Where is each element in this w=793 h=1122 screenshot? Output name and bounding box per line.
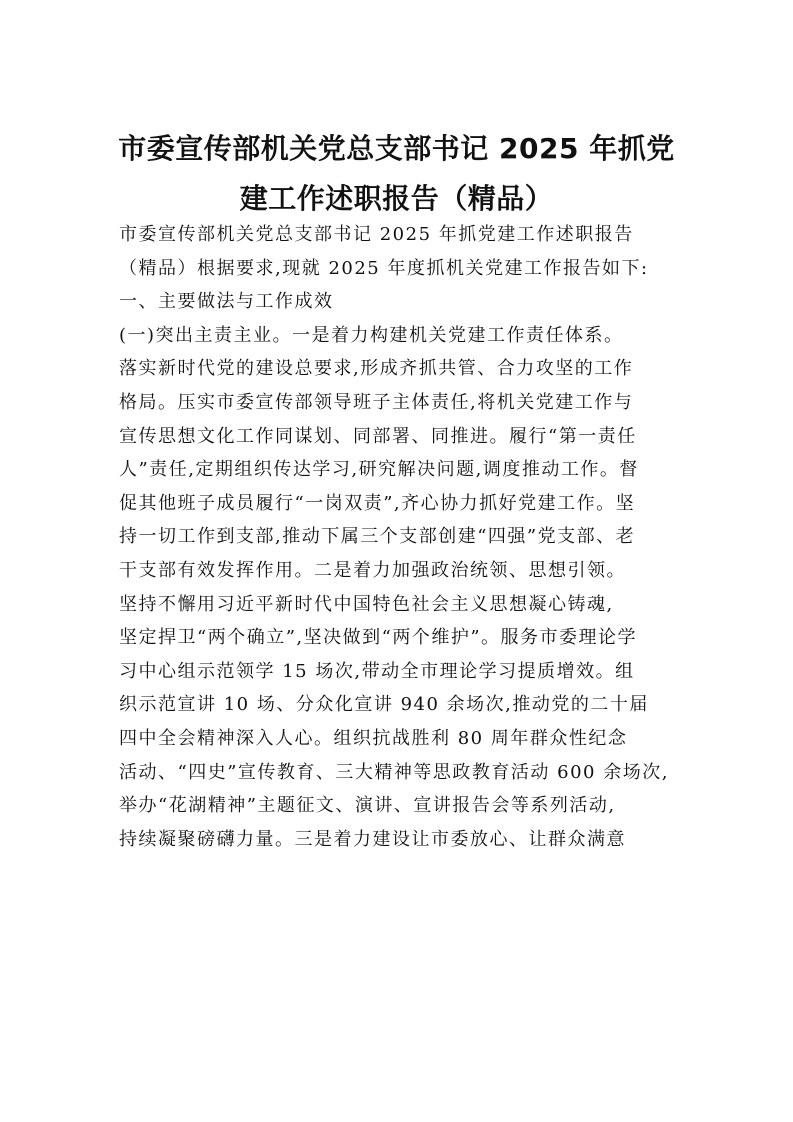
body-line-1: 市委宣传部机关党总支部书记 2025 年抓党建工作述职报告 (119, 224, 634, 245)
body-line-16: 四中全会精神深入人心。组织抗战胜利 80 周年群众性纪念 (119, 727, 628, 749)
document-title (90, 124, 703, 224)
body-line-2: （精品）根据要求,现就 2025 年度抓机关党建工作报告如下: (119, 257, 649, 279)
body-paragraph (119, 218, 675, 856)
body-line-4: (一)突出主责主业。一是着力构建机关党建工作责任体系。 (119, 324, 624, 346)
body-line-5: 落实新时代党的建设总要求,形成齐抓共管、合力攻坚的工作 (119, 358, 634, 380)
body-line-19: 持续凝聚磅礴力量。三是着力建设让市委放心、让群众满意 (119, 828, 626, 850)
body-line-7: 宣传思想文化工作同谋划、同部署、同推进。履行“第一责任 (119, 425, 637, 447)
body-line-18: 举办“花湖精神”主题征文、演讲、宣讲报告会等系列活动, (119, 795, 616, 817)
body-line-15: 织示范宣讲 10 场、分众化宣讲 940 余场次,推动党的二十届 (119, 694, 649, 716)
title-line-2: 建工作述职报告（精品） (239, 182, 554, 215)
body-line-6: 格局。压实市委宣传部领导班子主体责任,将机关党建工作与 (119, 391, 634, 413)
body-line-13: 坚定捍卫“两个确立”,坚决做到“两个维护”。服务市委理论学 (119, 627, 638, 649)
body-line-9: 促其他班子成员履行“一岗双责”,齐心协力抓好党建工作。坚 (119, 492, 636, 514)
title-line-1: 市委宣传部机关党总支部书记 2025 年抓党 (118, 132, 675, 165)
section-heading: 一、主要做法与工作成效 (119, 291, 334, 313)
body-line-8: 人”责任,定期组织传达学习,研究解决问题,调度推动工作。督 (119, 459, 639, 481)
body-line-17: 活动、“四史”宣传教育、三大精神等思政教育活动 600 余场次, (119, 761, 669, 783)
body-line-12: 坚持不懈用习近平新时代中国特色社会主义思想凝心铸魂, (119, 593, 614, 615)
body-line-11: 干支部有效发挥作用。二是着力加强政治统领、思想引领。 (119, 559, 626, 581)
document-body (119, 218, 675, 856)
body-line-10: 持一切工作到支部,推动下属三个支部创建“四强”党支部、老 (119, 526, 636, 548)
body-line-14: 习中心组示范领学 15 场次,带动全市理论学习提质增效。组 (119, 660, 635, 682)
